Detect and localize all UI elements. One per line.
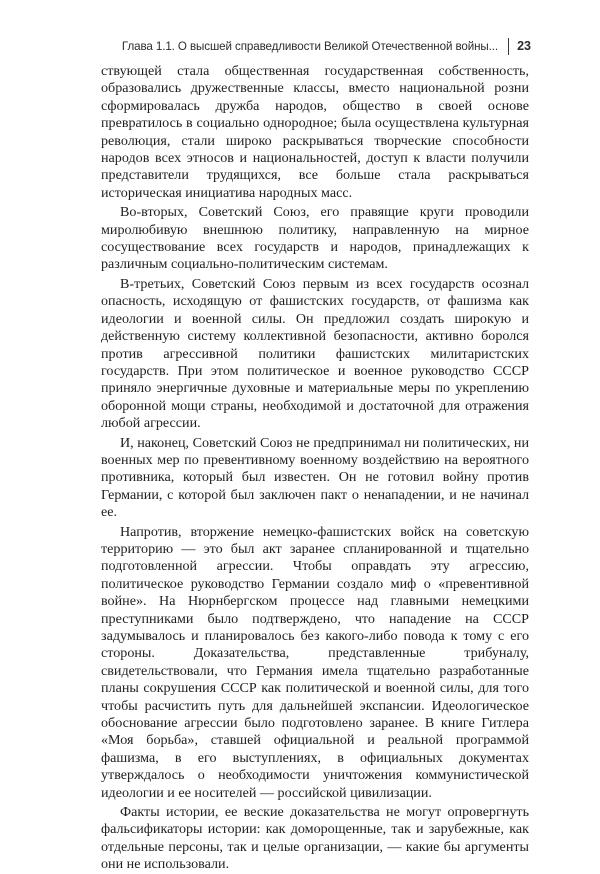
paragraph-continued: ствующей стала общественная государственная собственность, образовались дружественные классы, вместо национальной розни сформировалась дружба народов, общество в своей основе превратилось в социально однородное; была осуществлена культурная революция, стали широко раскрываться творческие способности народов всех этносов и национальностей, доступ к власти получили представители трудящихся, все больше стала раскрываться историческая инициатива народных масс. (101, 63, 529, 201)
body-text (101, 63, 529, 874)
paragraph-secondly: Во-вторых, Советский Союз, его правящие круги проводили миролюбивую внешнюю политику, направленную на мирное сосуществование всех государств и народов, принадлежащих к различным социально-политическим системам. (101, 204, 529, 273)
paragraph-facts-of-history: Факты истории, ее веские доказательства не могут опровергнуть фальсификаторы истории: как доморощенные, так и зарубежные, как отдельные персоны, так и целые организации, — какие бы аргументы они не использовали. (101, 804, 529, 873)
running-header (98, 38, 531, 58)
header-separator (508, 38, 509, 55)
paragraph-thirdly: В-третьих, Советский Союз первым из всех государств осознал опасность, исходящую от фашистских государств, от фашизма как идеологии и военной силы. Он предложил создать широкую и действенную систему коллективной безопасности, активно боролся против агрессивной политики фашистских милитаристских государств. При этом политическое и военное руководство СССР приняло энергичные духовные и материальные меры по укреплению оборонной мощи страны, необходимой и достаточной для отражения любой агрессии. (101, 275, 529, 432)
page-number: 23 (517, 39, 531, 53)
chapter-title: Глава 1.1. О высшей справедливости Великой Отечественной войны... (121, 40, 498, 53)
paragraph-on-the-contrary: Напротив, вторжение немецко-фашистских войск на советскую территорию — это был акт заранее спланированной и тщательно подготовленной агрессии. Чтобы оправдать эту агрессию, политическое руководство Германии создало миф о «превентивной войне». На Нюрнбергском процессе над главными немецкими преступниками было подтверждено, что нападение на СССР задумывалось и планировалось без какого-либо повода к тому с его стороны. Доказательства, представленные трибуналу, свидетельствовали, что Германия имела тщательно разработанные планы сокрушения СССР как политической и военной силы, для того чтобы расчистить путь для дальнейшей экспансии. Идеологическое обоснование агрессии было подготовлено заранее. В книге Гитлера «Моя борьба», ставшей официальной и реальной программой фашизма, в его выступлениях, в официальных документах утверждалось о необходимости уничтожения коммунистической идеологии и ее носителей — российской цивилизации. (101, 523, 529, 801)
paragraph-finally: И, наконец, Советский Союз не предпринимал ни политических, ни военных мер по превентивному военному воздействию на вероятного противника, который был известен. Он не готовил войну против Германии, с которой был заключен пакт о ненападении, и не начинал ее. (101, 434, 529, 521)
